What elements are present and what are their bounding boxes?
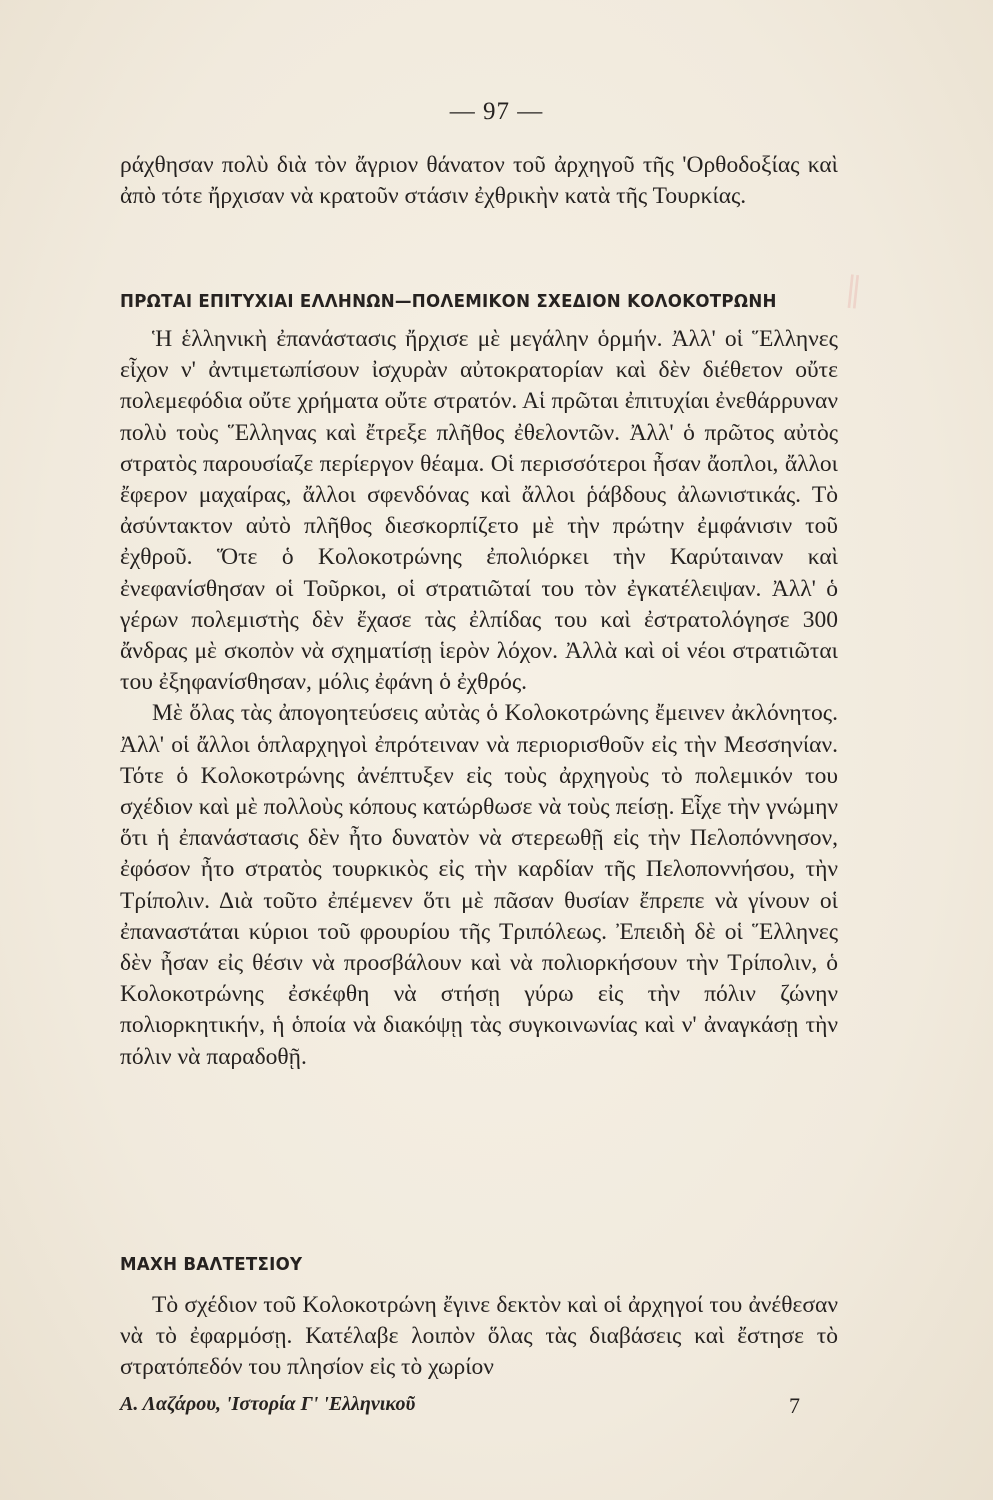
- section2-paragraph-1: Τὸ σχέδιον τοῦ Κολοκοτρώνη ἔγινε δεκτὸν καὶ οἱ ἀρχηγοί του ἀνέθεσαν νὰ τὸ ἐφαρμόσῃ. Κατέλαβε λοιπὸν ὅλας τὰς διαβάσεις καὶ ἔστησε τὸ στρατόπεδόν του πλησίον εἰς τὸ χωρίον: [120, 1292, 838, 1381]
- ink-stain: ∥: [842, 269, 865, 311]
- section2-body: [120, 1290, 838, 1384]
- intro-paragraph: ράχθησαν πολὺ διὰ τὸν ἄγριον θάνατον τοῦ ἀρχηγοῦ τῆς 'Ορθοδοξίας καὶ ἀπὸ τότε ἤρχισαν νὰ κρατοῦν στάσιν ἐχθρικὴν κατὰ τῆς Τουρκίας.: [120, 152, 838, 210]
- section-heading-battle-valtetsi: ΜΑΧΗ ΒΑΛΤΕΤΣΙΟΥ: [120, 1255, 303, 1275]
- section1-body: [120, 324, 838, 1073]
- signature-number: 7: [789, 1393, 800, 1418]
- section-heading-first-successes: ΠΡΩΤΑΙ ΕΠΙΤΥΧΙΑΙ ΕΛΛΗΝΩΝ—ΠΟΛΕΜΙΚΟΝ ΣΧΕΔΙΟΝ ΚΟΛΟΚΟΤΡΩΝΗ: [120, 292, 777, 312]
- intro-paragraph-block: [120, 150, 838, 212]
- section1-paragraph-1: Ἡ ἑλληνικὴ ἐπανάστασις ἤρχισε μὲ μεγάλην ὁρμήν. Ἀλλ' οἱ Ἕλληνες εἶχον ν' ἀντιμετωπίσουν ἰσχυρὰν αὐτοκρατορίαν καὶ δὲν διέθετον οὔτε πολεμεφόδια οὔτε χρήματα οὔτε στρατόν. Αἱ πρῶται ἐπιτυχίαι ἐνεθάρρυναν πολὺ τοὺς Ἕλληνας καὶ ἔτρεξε πλῆθος ἐθελοντῶν. Ἀλλ' ὁ πρῶτος αὐτὸς στρατὸς παρουσίαζε περίεργον θέαμα. Οἱ περισσότεροι ἦσαν ἄοπλοι, ἄλλοι ἔφερον μαχαίρας, ἄλλοι σφενδόνας καὶ ἄλλοι ῥάβδους ἀλωνιστικάς. Τὸ ἀσύντακτον αὐτὸ πλῆθος διεσκορπίζετο μὲ τὴν πρώτην ἐμφάνισιν τοῦ ἐχθροῦ. Ὅτε ὁ Κολοκοτρώνης ἐπολιόρκει τὴν Καρύταιναν καὶ ἐνεφανίσθησαν οἱ Τοῦρκοι, οἱ στρατιῶταί του τὸν ἐγκατέλειψαν. Ἀλλ' ὁ γέρων πολεμιστὴς δὲν ἔχασε τὰς ἐλπίδας του καὶ ἐστρατολόγησε 300 ἄνδρας μὲ σκοπὸν νὰ σχηματίσῃ ἱερὸν λόχον. Ἀλλὰ καὶ οἱ νέοι στρατιῶται του ἐξηφανίσθησαν, μόλις ἐφάνη ὁ ἐχθρός.: [120, 326, 838, 696]
- book-signature: Α. Λαζάρου, 'Ιστορία Γ' 'Ελληνικοῦ: [120, 1393, 416, 1415]
- page-footer: [120, 1393, 800, 1419]
- page-number: — 97 —: [449, 98, 544, 125]
- section1-paragraph-2: Μὲ ὅλας τὰς ἀπογοητεύσεις αὐτὰς ὁ Κολοκοτρώνης ἔμεινεν ἀκλόνητος. Ἀλλ' οἱ ἄλλοι ὁπλαρχηγοὶ ἐπρότειναν νὰ περιορισθοῦν εἰς τὴν Μεσσηνίαν. Τότε ὁ Κολοκοτρώνης ἀνέπτυξεν εἰς τοὺς ἀρχηγοὺς τὸ πολεμικόν του σχέδιον καὶ μὲ πολλοὺς κόπους κατώρθωσε νὰ τοὺς πείσῃ. Εἶχε τὴν γνώμην ὅτι ἡ ἐπανάστασις δὲν ἦτο δυνατὸν νὰ στερεωθῇ εἰς τὴν Πελοπόννησον, ἐφόσον ἦτο στρατὸς τουρκικὸς εἰς τὴν καρδίαν τῆς Πελοποννήσου, τὴν Τρίπολιν. Διὰ τοῦτο ἐπέμενεν ὅτι μὲ πᾶσαν θυσίαν ἔπρεπε νὰ γίνουν οἱ ἐπαναστάται κύριοι τοῦ φρουρίου τῆς Τριπόλεως. Ἐπειδὴ δὲ οἱ Ἕλληνες δὲν ἦσαν εἰς θέσιν νὰ προσβάλουν καὶ νὰ πολιορκήσουν τὴν Τρίπολιν, ὁ Κολοκοτρώνης ἐσκέφθη νὰ στήσῃ γύρω εἰς τὴν πόλιν ζώνην πολιορκητικήν, ἡ ὁποία νὰ διακόψῃ τὰς συγκοινωνίας καὶ ν' ἀναγκάσῃ τὴν πόλιν νὰ παραδοθῇ.: [120, 700, 838, 1070]
